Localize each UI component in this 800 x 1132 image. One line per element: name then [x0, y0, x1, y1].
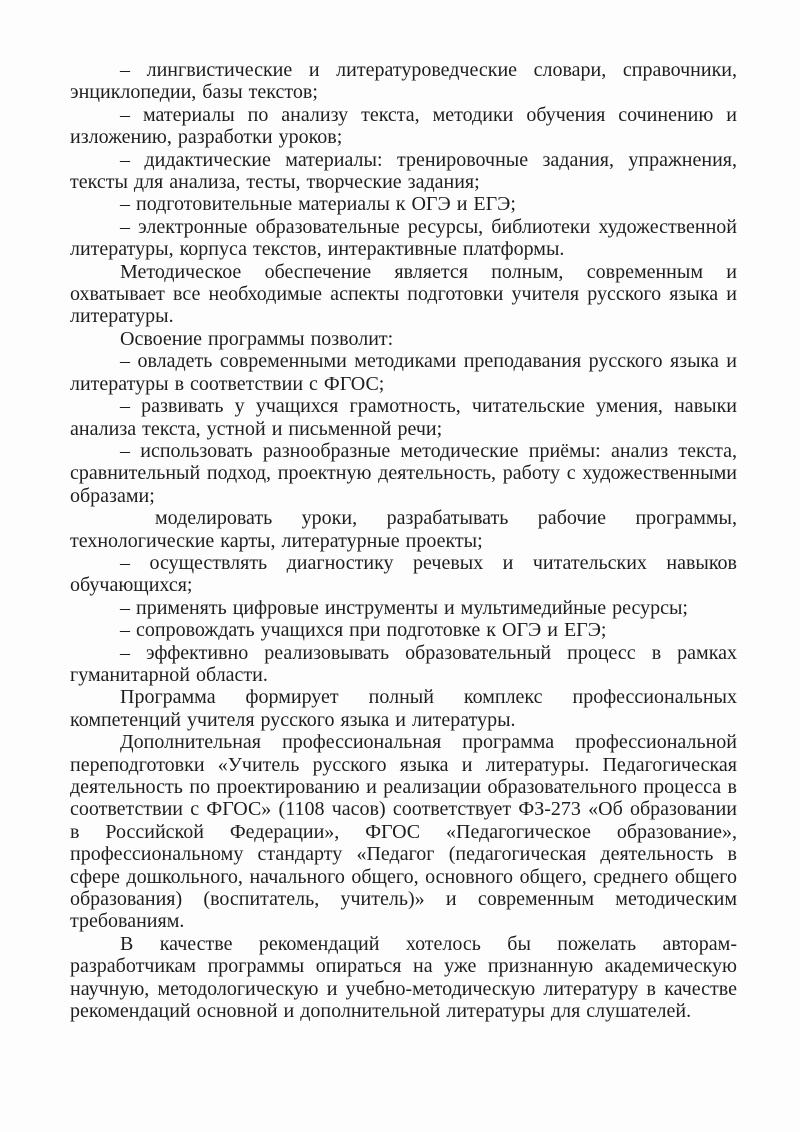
list-item: – осуществлять диагностику речевых и читательских навыков обучающихся;: [70, 551, 737, 597]
list-item: – развивать у учащихся грамотность, читательские умения, навыки анализа текста, устной и письменной речи;: [70, 395, 737, 440]
list-item: – сопровождать учащихся при подготовке к ОГЭ и ЕГЭ;: [120, 619, 607, 642]
list-item: – электронные образовательные ресурсы, библиотеки художественной литературы, корпуса текстов, интерактивные платформы.: [70, 215, 737, 261]
list-item: – подготовительные материалы к ОГЭ и ЕГЭ;: [120, 193, 516, 216]
paragraph: Методическое обеспечение является полным, современным и охватывает все необходимые аспекты подготовки учителя русского языка и литературы.: [70, 260, 737, 328]
list-item: – дидактические материалы: тренировочные задания, упражнения, тексты для анализа, тесты, творческие задания;: [70, 148, 737, 194]
list-item: – использовать разнообразные методические приёмы: анализ текста, сравнительный подход, проектную деятельность, работу с художественными образами;: [70, 439, 737, 507]
paragraph: Программа формирует полный комплекс профессиональных компетенций учителя русского языка и литературы.: [70, 686, 737, 731]
document-text-block: [70, 59, 737, 1022]
paragraph: В качестве рекомендаций хотелось бы пожелать авторам-разработчикам программы опираться на уже признанную академическую научную, методологическую и учебно-методическую литературу в качестве рекомендаций основной и дополнительной литературы для слушателей.: [70, 932, 737, 1023]
list-item: – овладеть современными методиками преподавания русского языка и литературы в соответствии с ФГОС;: [70, 350, 737, 395]
list-item: моделировать уроки, разрабатывать рабочие программы, технологические карты, литературные проекты;: [70, 507, 737, 552]
paragraph: Дополнительная профессиональная программа профессиональной переподготовки «Учитель русского языка и литературы. Педагогическая деятельность по проектированию и реализации образовательного процесса в соответствии с ФГОС» (1108 часов) соответствует ФЗ-273 «Об образовании в Российской Федерации», ФГОС «Педагогическое образование», профессиональному стандарту «Педагог (педагогическая деятельность в сфере дошкольного, начального общего, основного общего, среднего общего образования) (воспитатель, учитель)» и современным методическим требованиям.: [70, 731, 737, 933]
list-item: – эффективно реализовывать образовательный процесс в рамках гуманитарной области.: [70, 641, 737, 686]
list-item: – лингвистические и литературоведческие словари, справочники, энциклопедии, базы текстов;: [70, 59, 737, 104]
paragraph: Освоение программы позволит:: [120, 327, 394, 350]
list-item: – материалы по анализу текста, методики обучения сочинению и изложению, разработки уроков;: [70, 103, 737, 149]
list-item: – применять цифровые инструменты и мультимедийные ресурсы;: [120, 596, 688, 619]
